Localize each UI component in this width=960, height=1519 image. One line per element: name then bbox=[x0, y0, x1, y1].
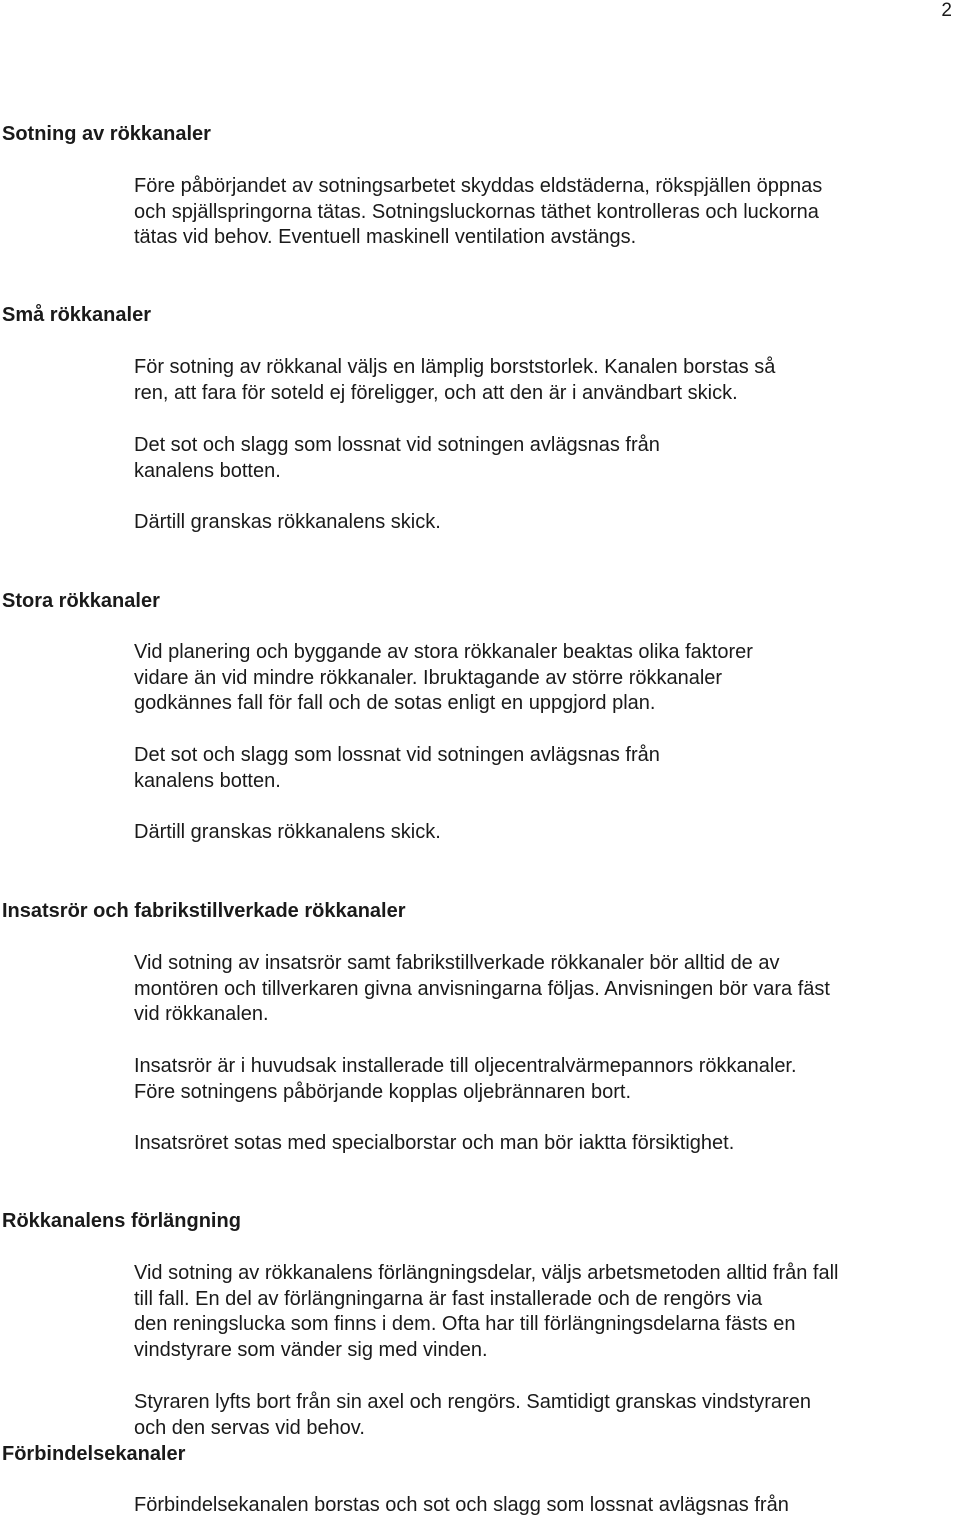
paragraph bbox=[134, 1261, 934, 1363]
text-line: Vid sotning av rökkanalens förlängningsdelar, väljs arbetsmetoden alltid från fall bbox=[134, 1262, 839, 1284]
paragraph bbox=[134, 820, 934, 846]
text-line: Styraren lyfts bort från sin axel och rengörs. Samtidigt granskas vindstyraren bbox=[134, 1391, 811, 1413]
page-number: 2 bbox=[941, 0, 952, 21]
text-line: och den servas vid behov. bbox=[134, 1416, 365, 1439]
text-line: Det sot och slagg som lossnat vid sotningen avlägsnas från bbox=[134, 744, 660, 766]
text-line: kanalens botten. bbox=[134, 769, 281, 792]
paragraph bbox=[134, 355, 934, 406]
text-line: Före sotningens påbörjande kopplas oljebrännaren bort. bbox=[134, 1080, 632, 1103]
text-line: vidare än vid mindre rökkanaler. Ibruktagande av större rökkanaler bbox=[134, 666, 723, 689]
text-line: För sotning av rökkanal väljs en lämplig borststorlek. Kanalen borstas så bbox=[134, 356, 776, 378]
text-line: tätas vid behov. Eventuell maskinell ventilation avstängs. bbox=[134, 226, 637, 248]
text-line: Det sot och slagg som lossnat vid sotningen avlägsnas från bbox=[134, 434, 660, 456]
text-line: Vid planering och byggande av stora rökkanaler beaktas olika faktorer bbox=[134, 641, 753, 663]
text-line: Därtill granskas rökkanalens skick. bbox=[134, 511, 441, 533]
text-line: Före påbörjandet av sotningsarbetet skyddas eldstäderna, rökspjällen öppnas bbox=[134, 175, 823, 197]
paragraph bbox=[134, 1131, 934, 1157]
paragraph bbox=[134, 951, 934, 1028]
text-line: ren, att fara för soteld ej föreligger, och att den är i användbart skick. bbox=[134, 381, 738, 404]
section-heading-sma-rokkanaler: Små rökkanaler bbox=[2, 304, 151, 326]
text-line: kanalens botten. bbox=[134, 459, 281, 482]
text-line: Insatsrör är i huvudsak installerade till oljecentralvärmepannors rökkanaler. bbox=[134, 1055, 797, 1077]
paragraph bbox=[134, 1493, 934, 1519]
text-line: den reningslucka som finns i dem. Ofta har till förlängningsdelarna fästs en bbox=[134, 1313, 796, 1335]
section-heading-stora-rokkanaler: Stora rökkanaler bbox=[2, 590, 160, 612]
text-line: vindstyrare som vänder sig med vinden. bbox=[134, 1338, 488, 1361]
text-line: montören och tillverkaren givna anvisningarna följas. Anvisningen bör vara fäst bbox=[134, 977, 830, 1000]
text-line: Förbindelsekanalen borstas och sot och slagg som lossnat avlägsnas från bbox=[134, 1494, 789, 1516]
paragraph bbox=[134, 174, 934, 251]
section-heading-insatsror: Insatsrör och fabrikstillverkade rökkanaler bbox=[2, 900, 406, 922]
text-line: godkännes fall för fall och de sotas enligt en uppgjord plan. bbox=[134, 692, 656, 714]
section-heading-forbindelsekanaler: Förbindelsekanaler bbox=[2, 1443, 186, 1465]
section-heading-forlangning: Rökkanalens förlängning bbox=[2, 1210, 241, 1232]
text-line: Vid sotning av insatsrör samt fabrikstillverkade rökkanaler bör alltid de av bbox=[134, 952, 780, 974]
paragraph bbox=[134, 640, 934, 717]
paragraph bbox=[134, 1054, 934, 1105]
text-line: och spjällspringorna tätas. Sotningsluckornas täthet kontrolleras och luckorna bbox=[134, 200, 819, 223]
paragraph bbox=[134, 510, 934, 536]
section-heading-sotning: Sotning av rökkanaler bbox=[2, 123, 211, 145]
paragraph bbox=[134, 1390, 934, 1441]
paragraph bbox=[134, 433, 934, 484]
text-line: Därtill granskas rökkanalens skick. bbox=[134, 821, 441, 843]
text-line: vid rökkanalen. bbox=[134, 1003, 269, 1025]
text-line: Insatsröret sotas med specialborstar och man bör iaktta försiktighet. bbox=[134, 1132, 735, 1154]
paragraph bbox=[134, 743, 934, 794]
text-line: till fall. En del av förlängningarna är fast installerade och de rengörs via bbox=[134, 1287, 763, 1310]
